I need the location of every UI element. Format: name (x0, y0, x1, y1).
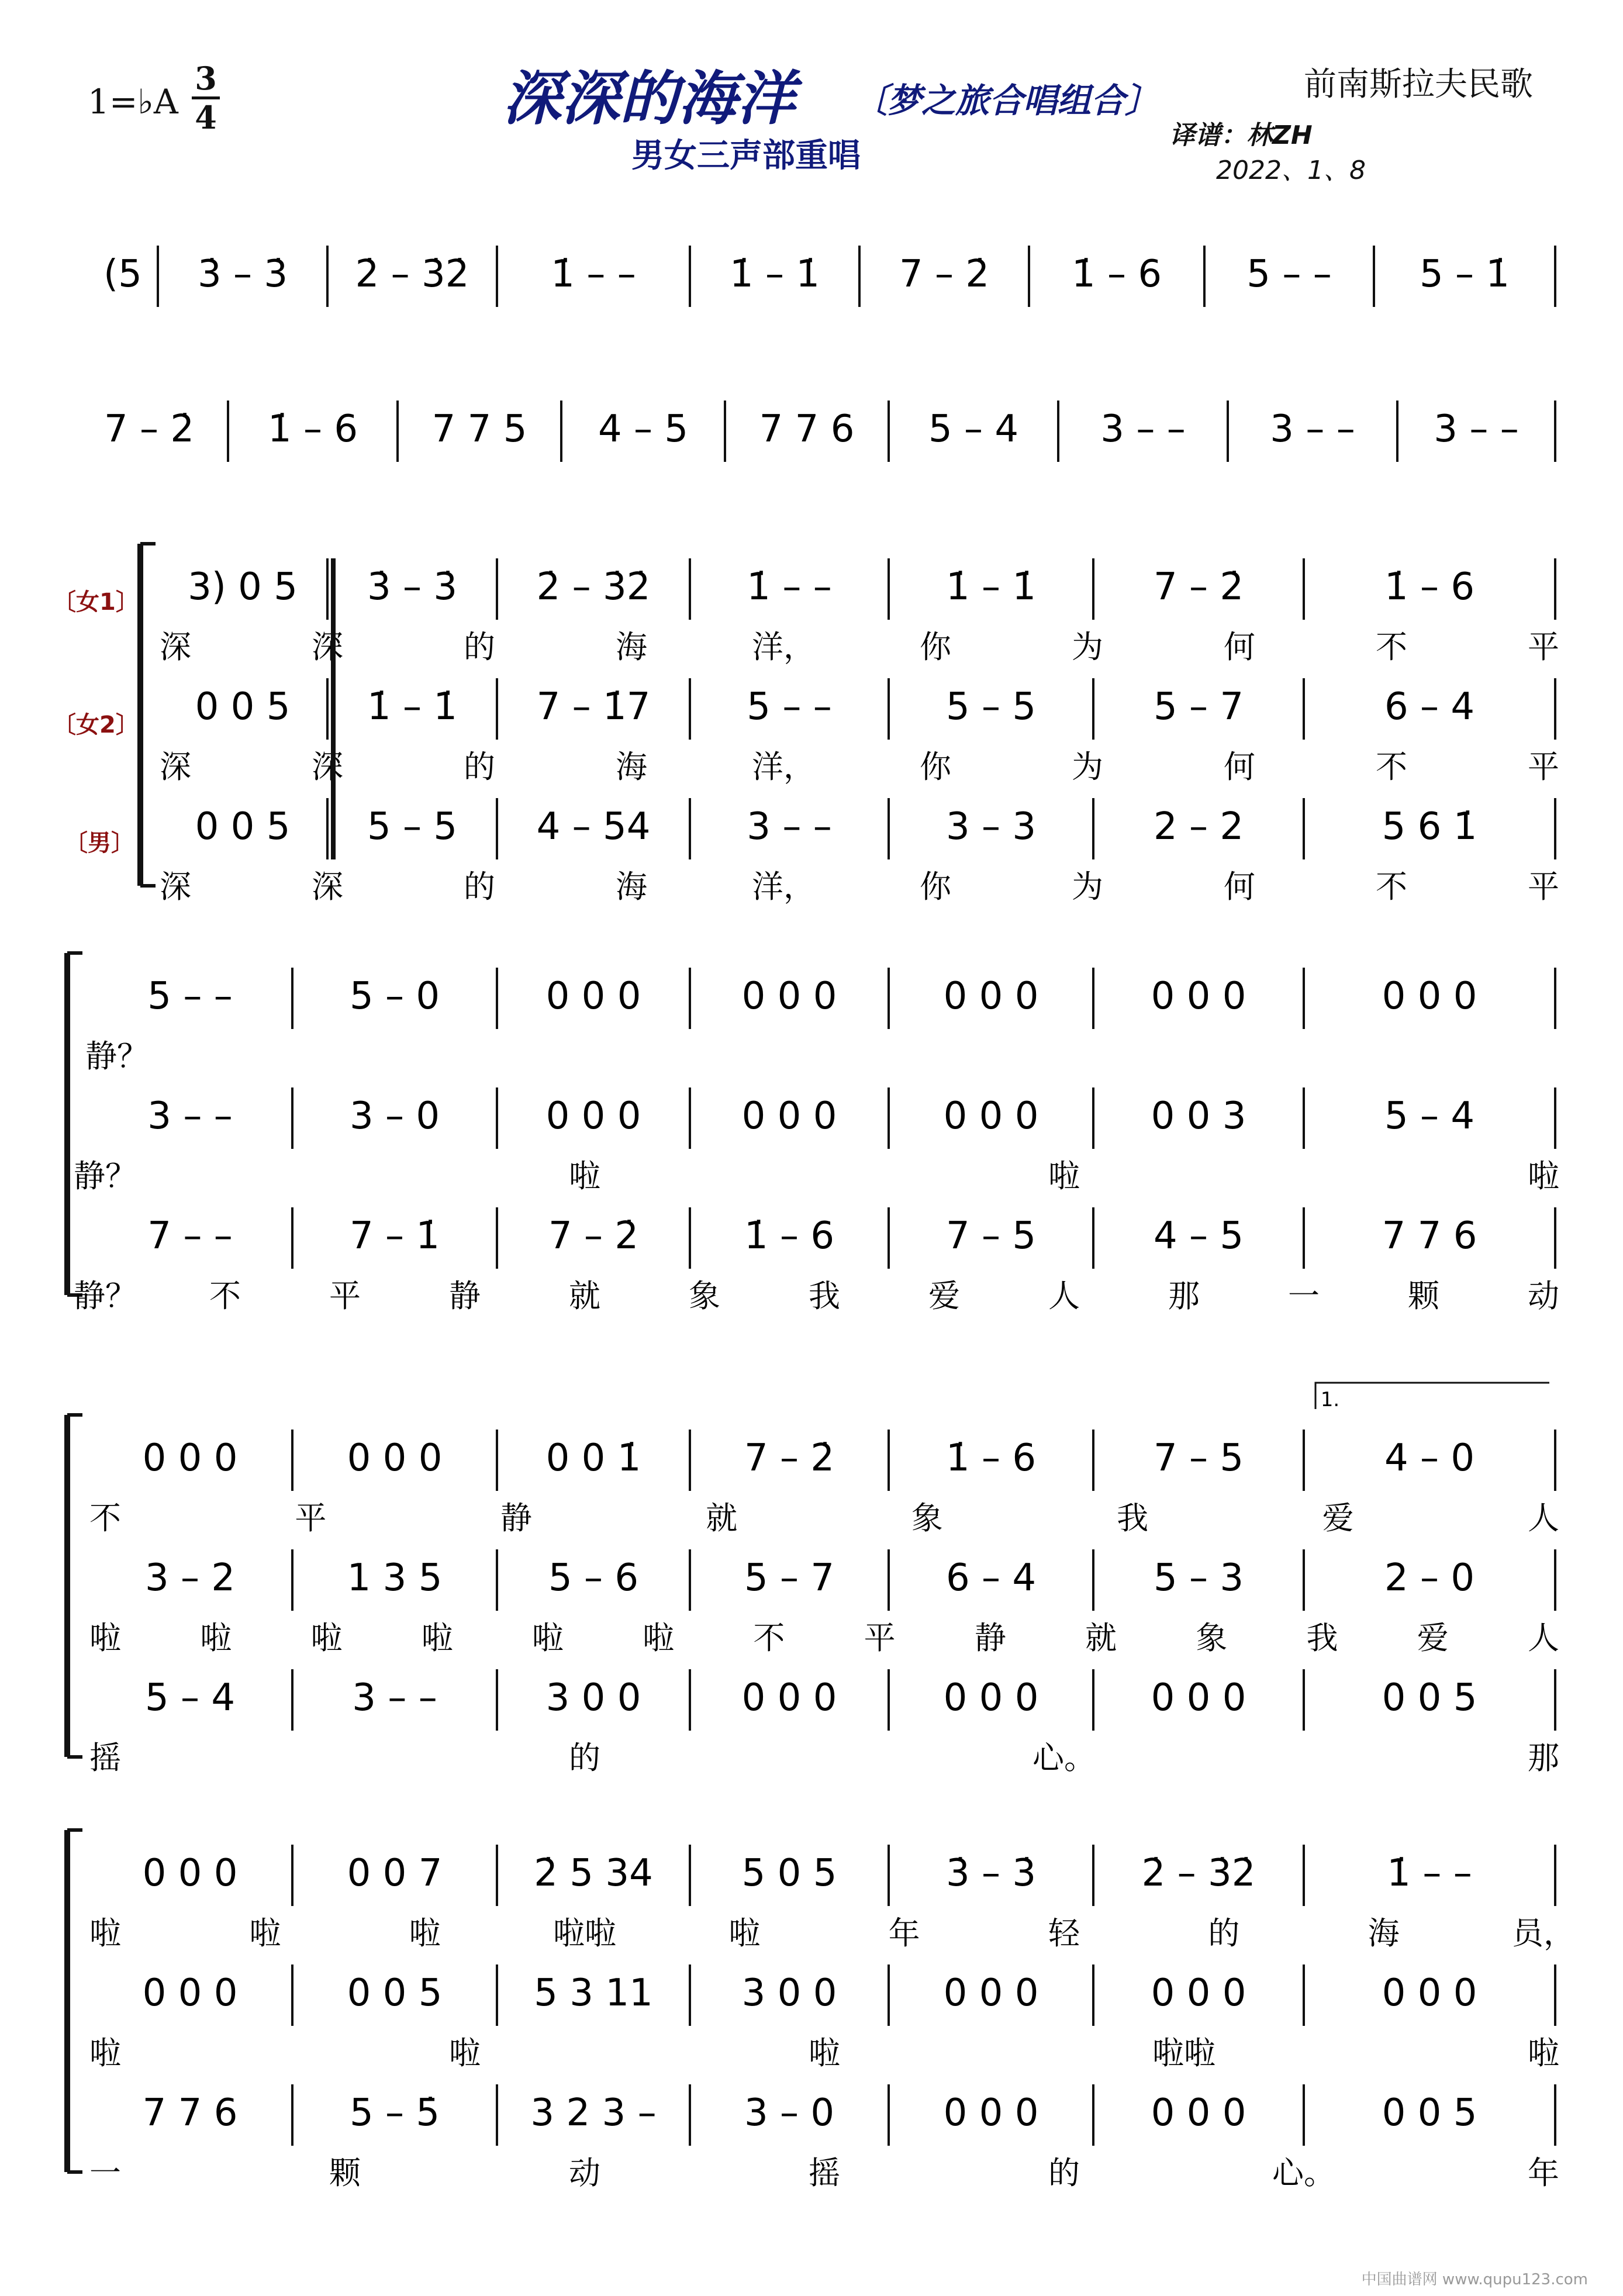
watermark: 中国曲谱网 www.qupu123.com (1361, 2271, 1588, 2288)
intro1-measure-5: 7 – 2̇ (899, 253, 990, 296)
lyric-word: 啦 (809, 2035, 840, 2071)
intro1-measure-1: 3̇ – 3̇ (197, 253, 288, 296)
lyric-word: 何 (1224, 748, 1255, 785)
lyric-word: 何 (1224, 629, 1255, 665)
lyric-word: 摇 (89, 1739, 121, 1776)
lyric-word: 就 (569, 1278, 600, 1314)
s3r1-measure-5: 0 0 0 (1151, 1972, 1246, 2015)
lyric-word: 不 (1376, 868, 1407, 905)
intro2-measure-5: 5 – 4 (928, 408, 1019, 451)
lyric-word: 一 (89, 2155, 121, 2191)
lyric-word: 啦 (643, 1620, 675, 1656)
lyric-word: 平 (329, 1278, 361, 1314)
lyric-word: 静？ (74, 1158, 137, 1194)
lyric-word: 心。 (1272, 2155, 1335, 2191)
lyric-word: 动 (1528, 1278, 1559, 1314)
lyric-word: 洋， (752, 868, 815, 905)
s2r1-measure-0: 3 – 2 (144, 1556, 236, 1600)
lyric-word: 啦 (728, 1915, 761, 1952)
lyric-word: 就 (706, 1500, 738, 1537)
lyric-word: 不 (89, 1500, 121, 1537)
lyric-word: 啦啦 (553, 1915, 616, 1952)
s1r2-measure-3: 1̇ – 6 (744, 1214, 835, 1258)
s1r0-measure-4: 0 0 0 (943, 975, 1039, 1018)
lyric-word: 人 (1048, 1278, 1080, 1314)
s0r1-measure-2: 7 – 1̇7 (536, 685, 651, 728)
lyric-word: 象 (689, 1278, 720, 1314)
s2r1-measure-2: 5 – 6 (548, 1556, 639, 1600)
lyric-word: 海 (616, 629, 647, 665)
lyric-word: 啦 (249, 1915, 281, 1952)
lyric-word: 员， (1512, 1915, 1575, 1952)
lyric-word: 不 (1376, 629, 1407, 665)
lyric-word: 平 (295, 1500, 327, 1537)
s1r1-measure-3: 0 0 0 (741, 1095, 837, 1138)
s1r2-measure-6: 7 7 6 (1382, 1214, 1477, 1258)
s3r0-measure-6: 1̇ – – (1387, 1852, 1472, 1895)
lyric-word: 的 (464, 868, 495, 905)
lyric-word: 颗 (329, 2155, 361, 2191)
s3r2-measure-6: 0 0 5 (1382, 2091, 1477, 2135)
lyric-word: 心。 (1032, 1739, 1096, 1776)
lyric-word: 啦 (531, 1620, 564, 1656)
lyric-word: 的 (464, 748, 495, 785)
lyric-word: 深 (312, 868, 343, 905)
song-title: 深深的海洋 (503, 64, 795, 133)
s2r2-measure-2: 3 0 0 (545, 1676, 641, 1720)
lyric-word: 的 (569, 1739, 600, 1776)
lyric-word: 静？ (74, 1278, 137, 1314)
s0r2-measure-5: 2 – 2 (1153, 805, 1244, 848)
lyric-word: 不 (753, 1620, 785, 1656)
intro1-measure-6: 1̇ – 6 (1071, 253, 1162, 296)
intro2-measure-3: 4 – 5 (598, 408, 689, 451)
lyric-word: 那 (1168, 1278, 1200, 1314)
lyric-word: 为 (1072, 748, 1103, 785)
lyric-word: 静？ (85, 1038, 149, 1075)
lyric-word: 啦 (449, 2035, 481, 2071)
lyric-word: 海 (616, 868, 647, 905)
lyric-word: 就 (1085, 1620, 1117, 1656)
key-signature: 1=♭A (88, 82, 178, 122)
lyric-word: 静 (449, 1278, 481, 1314)
s0r1-measure-5: 5 – 7 (1153, 685, 1244, 728)
s2r2-measure-0: 5 – 4 (144, 1676, 236, 1720)
intro2-measure-6: 3 – – (1100, 408, 1186, 451)
s1r1-measure-5: 0 0 3 (1151, 1095, 1246, 1138)
s2r0-measure-0: 0 0 0 (142, 1437, 238, 1480)
s2r2-measure-6: 0 0 5 (1382, 1676, 1477, 1720)
lyric-word: 深 (160, 868, 191, 905)
s2r0-measure-1: 0 0 0 (347, 1437, 443, 1480)
s1r0-measure-0: 5 – – (147, 975, 233, 1018)
lyric-word: 啦 (89, 1915, 121, 1952)
s1r1-measure-0: 3 – – (147, 1095, 233, 1138)
intro1-measure-2: 2̇ – 3̇2̇ (355, 253, 469, 296)
intro1-measure-0: (5 (103, 253, 142, 296)
s3r1-measure-6: 0 0 0 (1382, 1972, 1477, 2015)
lyric-word: 静 (974, 1620, 1006, 1656)
lyric-word: 平 (1528, 868, 1559, 905)
s2r0-measure-4: 1̇ – 6 (945, 1437, 1037, 1480)
lyric-word: 你 (920, 868, 951, 905)
lyric-word: 静 (500, 1500, 532, 1537)
lyric-word: 啦 (569, 1158, 600, 1194)
s3r0-measure-1: 0 0 7 (347, 1852, 443, 1895)
s0r1-measure-6: 6 – 4 (1384, 685, 1475, 728)
intro2-measure-4: 7 7 6 (759, 408, 855, 451)
s3r0-measure-5: 2̇ – 3̇2̇ (1141, 1852, 1256, 1895)
lyric-word: 颗 (1408, 1278, 1439, 1314)
s3r2-measure-1: 5 – 5̇ (349, 2091, 440, 2135)
lyric-word: 动 (569, 2155, 600, 2191)
lyric-word: 海 (1368, 1915, 1400, 1952)
s3r0-measure-3: 5 0 5 (741, 1852, 837, 1895)
lyric-word: 那 (1528, 1739, 1559, 1776)
lyric-word: 洋， (752, 629, 815, 665)
lyric-word: 为 (1072, 629, 1103, 665)
s1r1-measure-6: 5 – 4 (1384, 1095, 1475, 1138)
s0r0-measure-5: 7 – 2̇ (1153, 565, 1244, 609)
lyric-word: 海 (616, 748, 647, 785)
song-subtitle: 〔梦之旅合唱组合〕 (854, 81, 1159, 120)
s0r0-measure-6: 1̇ – 6 (1384, 565, 1475, 609)
s1r1-measure-4: 0 0 0 (943, 1095, 1039, 1138)
intro1-measure-4: 1̇ – 1̇ (729, 253, 820, 296)
s3r1-measure-1: 0 0 5 (347, 1972, 443, 2015)
volta-bracket (1315, 1383, 1549, 1409)
voicing-label: 男女三声部重唱 (631, 137, 861, 175)
lyric-word: 我 (809, 1278, 840, 1314)
lyric-word: 一 (1288, 1278, 1320, 1314)
lyric-word: 年 (888, 1915, 920, 1952)
volta-label: 1. (1320, 1388, 1340, 1411)
s0r1-measure-3: 5 – – (747, 685, 832, 728)
lyric-word: 洋， (752, 748, 815, 785)
s1r2-measure-1: 7 – 1̇ (349, 1214, 440, 1258)
lyric-word: 深 (160, 629, 191, 665)
lyric-word: 你 (920, 748, 951, 785)
s0r1-measure-4: 5 – 5 (945, 685, 1037, 728)
transcriber: 译谱：林ZH (1169, 120, 1313, 150)
lyric-word: 人 (1528, 1620, 1559, 1656)
s1r0-measure-3: 0 0 0 (741, 975, 837, 1018)
s1r1-measure-1: 3 – 0 (349, 1095, 440, 1138)
s3r2-measure-0: 7 7 6 (142, 2091, 238, 2135)
s1r2-measure-0: 7 – – (147, 1214, 233, 1258)
s3r2-measure-5: 0 0 0 (1151, 2091, 1246, 2135)
time-signature-top: 3 (195, 60, 217, 97)
s1r0-measure-1: 5 – 0 (349, 975, 440, 1018)
lyric-word: 轻 (1048, 1915, 1080, 1952)
lyric-word: 啦 (409, 1915, 441, 1952)
s2r1-measure-1: 1 3 5 (347, 1556, 443, 1600)
s1r0-measure-5: 0 0 0 (1151, 975, 1246, 1018)
s2r1-measure-3: 5 – 7 (744, 1556, 835, 1600)
lyric-word: 平 (1528, 748, 1559, 785)
lyric-word: 象 (1196, 1620, 1228, 1656)
s1r1-measure-2: 0 0 0 (545, 1095, 641, 1138)
lyric-word: 啦啦 (1152, 2035, 1215, 2071)
s3r2-measure-4: 0 0 0 (943, 2091, 1039, 2135)
s1r2-measure-2: 7 – 2̇ (548, 1214, 639, 1258)
lyric-word: 深 (312, 629, 343, 665)
s0r2-measure-3: 3 – – (747, 805, 832, 848)
intro2-measure-7: 3 – – (1270, 408, 1355, 451)
lyric-word: 人 (1528, 1500, 1559, 1537)
s2r1-measure-6: 2 – 0 (1384, 1556, 1475, 1600)
s0r2-measure-4: 3 – 3 (945, 805, 1037, 848)
s3r0-measure-0: 0 0 0 (142, 1852, 238, 1895)
s2r0-measure-5: 7 – 5 (1153, 1437, 1244, 1480)
lyric-word: 爱 (1417, 1620, 1449, 1656)
lyric-word: 我 (1117, 1500, 1149, 1537)
s3r1-measure-3: 3 0 0 (741, 1972, 837, 2015)
lyric-word: 平 (864, 1620, 896, 1656)
time-signature-bottom: 4 (195, 99, 217, 136)
lyric-word: 的 (1048, 2155, 1080, 2191)
s1r0-measure-6: 0 0 0 (1382, 975, 1477, 1018)
part-label-female1: 〔女1〕 (53, 589, 139, 616)
s0r2-measure-1: 5 – 5 (367, 805, 458, 848)
s0r1-measure-0: 0 0 5 (195, 685, 291, 728)
s3r1-measure-4: 0 0 0 (943, 1972, 1039, 2015)
s0r0-measure-3: 1̇ – – (747, 565, 832, 609)
intro1-measure-7: 5 – – (1246, 253, 1332, 296)
s3r0-measure-2: 2̇ 5 34 (534, 1852, 653, 1895)
lyric-word: 不 (209, 1278, 241, 1314)
intro2-measure-0: 7 – 2̇ (103, 408, 195, 451)
s1r2-measure-5: 4 – 5 (1153, 1214, 1244, 1258)
lyric-word: 啦 (1528, 2035, 1559, 2071)
lyric-word: 深 (312, 748, 343, 785)
lyric-word: 啦 (89, 1620, 121, 1656)
s0r0-measure-4: 1̇ – 1̇ (945, 565, 1037, 609)
intro2-measure-2: 7 7 5 (431, 408, 527, 451)
lyric-word: 啦 (1528, 1158, 1559, 1194)
lyric-word: 象 (911, 1500, 943, 1537)
intro1-measure-8: 5 – 1̇ (1419, 253, 1510, 296)
intro2-measure-8: 3 – – (1434, 408, 1519, 451)
s1r0-measure-2: 0 0 0 (545, 975, 641, 1018)
s2r2-measure-5: 0 0 0 (1151, 1676, 1246, 1720)
lyric-word: 深 (160, 748, 191, 785)
intro1-measure-3: 1̇ – – (551, 253, 636, 296)
s2r0-measure-3: 7 – 2̇ (744, 1437, 835, 1480)
s3r2-measure-3: 3 – 0 (744, 2091, 835, 2135)
intro2-measure-1: 1̇ – 6 (267, 408, 358, 451)
s3r1-measure-0: 0 0 0 (142, 1972, 238, 2015)
s2r2-measure-1: 3 – – (352, 1676, 437, 1720)
song-origin: 前南斯拉夫民歌 (1304, 65, 1533, 103)
lyric-word: 爱 (1322, 1500, 1354, 1537)
s0r0-measure-1: 3̇ – 3̇ (367, 565, 458, 609)
s3r0-measure-4: 3̇ – 3̇ (945, 1852, 1037, 1895)
lyric-word: 平 (1528, 629, 1559, 665)
s0r1-measure-1: 1̇ – 1̇ (367, 685, 458, 728)
lyric-word: 你 (920, 629, 951, 665)
s0r2-measure-0: 0 0 5 (195, 805, 291, 848)
lyric-word: 何 (1224, 868, 1255, 905)
s2r2-measure-4: 0 0 0 (943, 1676, 1039, 1720)
lyric-word: 啦 (1048, 1158, 1080, 1194)
part-label-female2: 〔女2〕 (53, 712, 139, 738)
s1r2-measure-4: 7 – 5 (945, 1214, 1037, 1258)
s0r2-measure-6: 5 6 1̇ (1382, 805, 1477, 848)
s2r0-measure-6: 4 – 0 (1384, 1437, 1475, 1480)
s2r1-measure-5: 5 – 3 (1153, 1556, 1244, 1600)
lyric-word: 啦 (421, 1620, 453, 1656)
s0r2-measure-2: 4 – 54 (536, 805, 651, 848)
s0r0-measure-0: 3) 0 5 (188, 565, 298, 609)
lyric-word: 啦 (310, 1620, 343, 1656)
lyric-word: 不 (1376, 748, 1407, 785)
lyric-word: 为 (1072, 868, 1103, 905)
lyric-word: 我 (1306, 1620, 1338, 1656)
lyric-word: 摇 (809, 2155, 840, 2191)
s0r0-measure-2: 2̇ – 3̇2̇ (536, 565, 651, 609)
lyric-word: 啦 (89, 2035, 121, 2071)
s2r0-measure-2: 0 0 1̇ (545, 1437, 641, 1480)
part-label-male: 〔男〕 (64, 830, 134, 857)
lyric-word: 的 (464, 629, 495, 665)
lyric-word: 的 (1208, 1915, 1240, 1952)
lyric-word: 年 (1528, 2155, 1559, 2191)
s3r2-measure-2: 3 2 3 – (530, 2091, 657, 2135)
s2r2-measure-3: 0 0 0 (741, 1676, 837, 1720)
lyric-word: 啦 (200, 1620, 232, 1656)
s2r1-measure-4: 6 – 4 (945, 1556, 1037, 1600)
transcription-date: 2022、1、8 (1216, 156, 1366, 185)
s3r1-measure-2: 5 3 11 (534, 1972, 653, 2015)
lyric-word: 爱 (928, 1278, 960, 1314)
